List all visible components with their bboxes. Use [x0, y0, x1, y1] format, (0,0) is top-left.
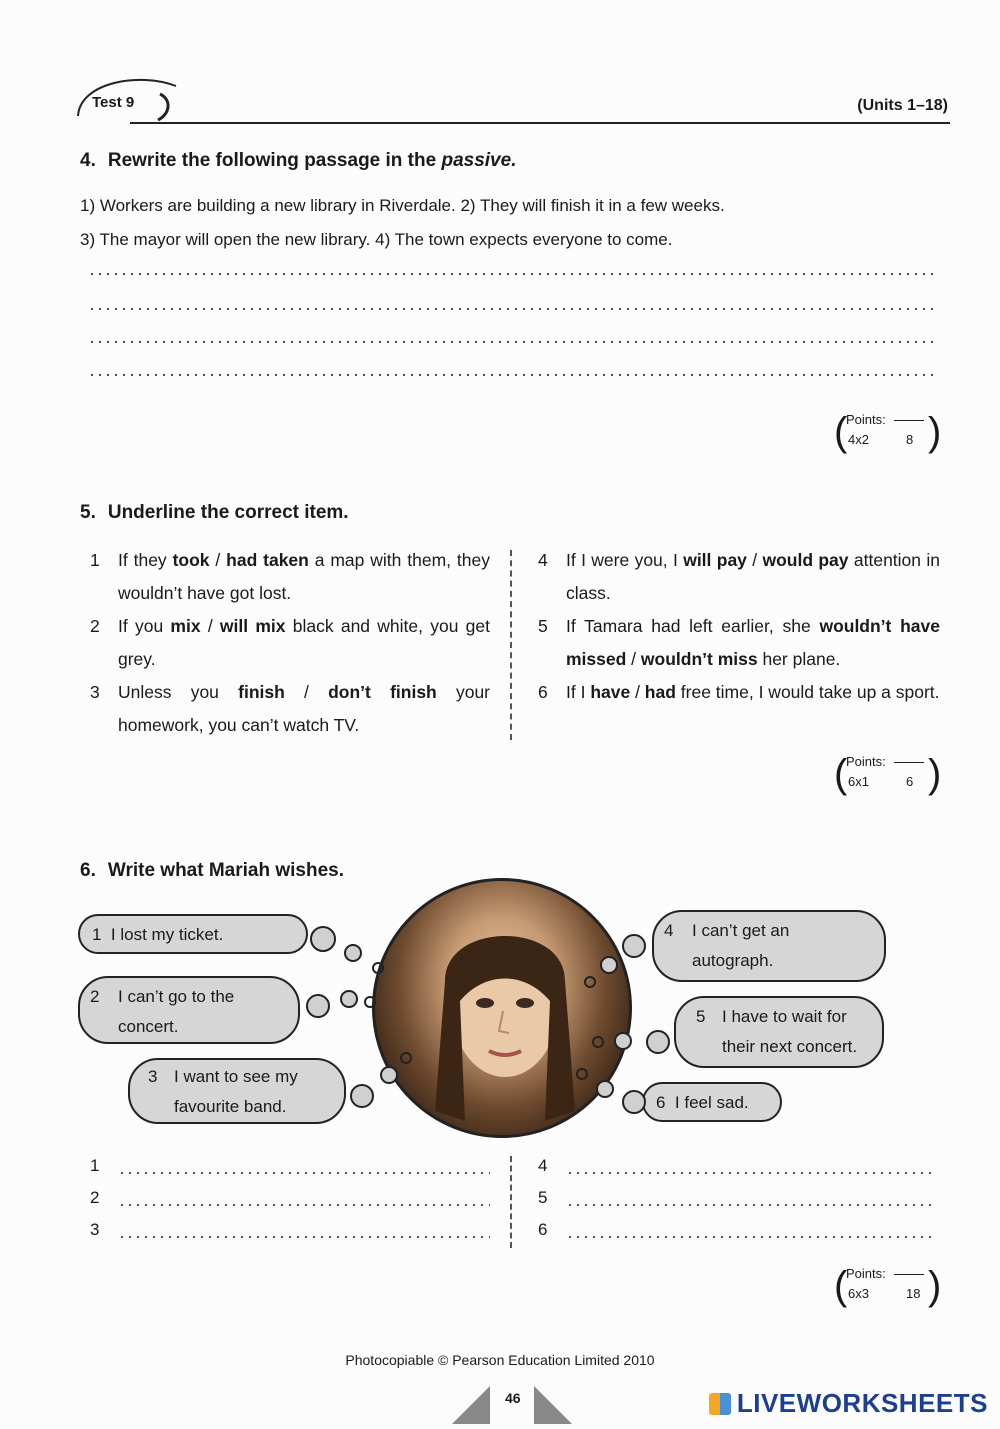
mariah-photo [372, 878, 632, 1138]
section4-line1: 1) Workers are building a new library in Riverdale. 2) They will finish it in a few weeks. [80, 196, 725, 215]
section6-heading: 6. Write what Mariah wishes. [80, 860, 345, 881]
option-b[interactable]: will mix [219, 616, 286, 636]
units-label: (Units 1–18) [857, 97, 948, 114]
answer-line[interactable] [566, 1204, 936, 1206]
thought-dot [340, 990, 358, 1008]
answer-line[interactable] [118, 1236, 490, 1238]
thought-dot [614, 1032, 632, 1050]
answer-number: 6 [538, 1220, 548, 1239]
answer-line[interactable] [88, 308, 936, 310]
points-box: ( Points: 6x3 18 ) [834, 1264, 942, 1308]
points-box: ( Points: 6x1 6 ) [834, 752, 942, 796]
answer-number: 3 [90, 1220, 100, 1239]
answer-line[interactable] [566, 1172, 936, 1174]
thought-dot [576, 1068, 588, 1080]
thought-bubble-4: 4 I can’t get an autograph. [652, 910, 886, 982]
thought-dot [306, 994, 330, 1018]
answer-line[interactable] [88, 341, 936, 343]
section4-line2: 3) The mayor will open the new library. 4) The town expects everyone to come. [80, 230, 673, 249]
thought-dot [592, 1036, 604, 1048]
option-a[interactable]: will pay [683, 550, 747, 570]
thought-dot [584, 976, 596, 988]
answer-line[interactable] [88, 374, 936, 376]
column-divider [510, 550, 512, 740]
thought-bubble-1: 1 I lost my ticket. [78, 914, 308, 954]
thought-bubble-6: 6 I feel sad. [642, 1082, 782, 1122]
points-box: ( Points: 4x2 8 ) [834, 410, 942, 454]
header-rule [130, 122, 950, 124]
page-number-tab [452, 1380, 572, 1424]
thought-dot [622, 1090, 646, 1114]
option-a[interactable]: have [590, 682, 631, 702]
thought-dot [600, 956, 618, 974]
face-illustration [375, 881, 632, 1138]
thought-bubble-3: 3 I want to see my favourite band. [128, 1058, 346, 1124]
option-a[interactable]: wouldn’t have missed [566, 616, 940, 669]
column-divider [510, 1156, 512, 1248]
answer-number: 1 [90, 1156, 100, 1175]
thought-bubble-5: 5 I have to wait for their next concert. [674, 996, 884, 1068]
answer-number: 5 [538, 1188, 548, 1207]
option-b[interactable]: wouldn’t miss [640, 649, 758, 669]
liveworksheets-logo: LIVEWORKSHEETS [709, 1388, 988, 1419]
section5-heading: 5. Underline the correct item. [80, 502, 349, 523]
thought-dot [350, 1084, 374, 1108]
option-b[interactable]: don’t finish [328, 682, 437, 702]
thought-dot [596, 1080, 614, 1098]
answer-line[interactable] [88, 273, 936, 275]
answer-number: 4 [538, 1156, 548, 1175]
thought-dot [372, 962, 384, 974]
thought-dot [400, 1052, 412, 1064]
logo-icon [709, 1393, 731, 1415]
answer-line[interactable] [118, 1204, 490, 1206]
option-a[interactable]: took [172, 550, 210, 570]
option-b[interactable]: would pay [762, 550, 849, 570]
answer-line[interactable] [118, 1172, 490, 1174]
option-a[interactable]: mix [170, 616, 201, 636]
thought-dot [310, 926, 336, 952]
thought-dot [364, 996, 376, 1008]
section4-heading: 4. Rewrite the following passage in the passive. [80, 150, 517, 171]
test-label: Test 9 [92, 94, 135, 111]
thought-dot [344, 944, 362, 962]
copyright-footer: Photocopiable © Pearson Education Limited 2010 [345, 1352, 655, 1368]
thought-bubble-2: 2 I can’t go to the concert. [78, 976, 300, 1044]
thought-dot [622, 934, 646, 958]
page-number: 46 [505, 1390, 521, 1406]
thought-dot [646, 1030, 670, 1054]
thought-dot [380, 1066, 398, 1084]
option-b[interactable]: had [644, 682, 676, 702]
test-tab [70, 72, 180, 122]
option-b[interactable]: had taken [226, 550, 309, 570]
answer-line[interactable] [566, 1236, 936, 1238]
answer-number: 2 [90, 1188, 100, 1207]
option-a[interactable]: finish [238, 682, 285, 702]
